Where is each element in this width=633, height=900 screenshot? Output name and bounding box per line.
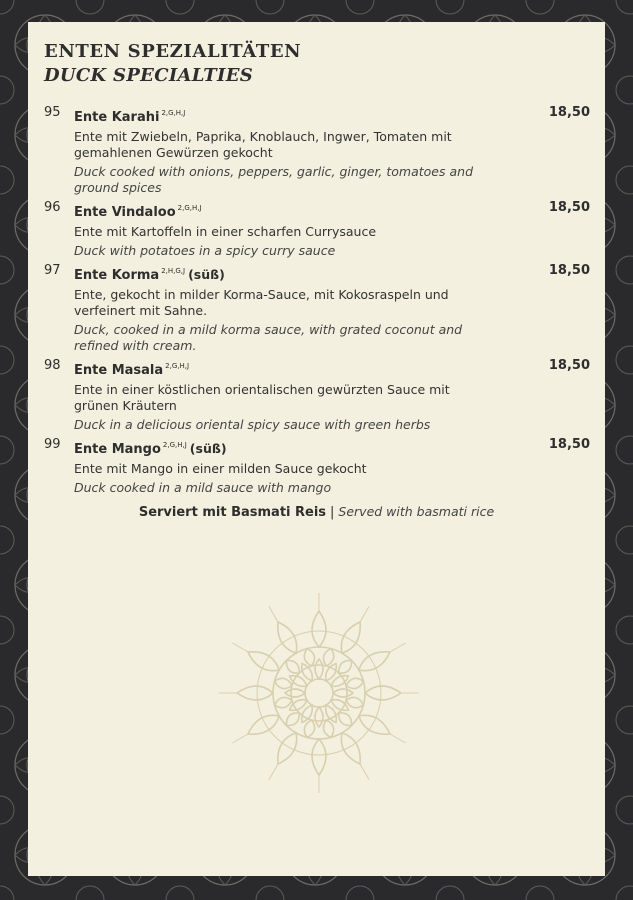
item-number: 95 (44, 105, 61, 120)
menu-item (44, 262, 590, 354)
item-allergens: 2,G,H,J (165, 362, 190, 370)
item-allergens: 2,G,H,J (162, 441, 187, 449)
item-allergens: 2,G,H,J (177, 204, 202, 212)
item-number: 98 (44, 358, 61, 373)
item-description-de: Ente mit Zwiebeln, Paprika, Knoblauch, Ingwer, Tomaten mit gemahlenen Gewürzen gekocht (74, 129, 452, 160)
item-allergens: 2,G,H,J (161, 109, 186, 117)
item-name: Ente Korma (74, 268, 160, 283)
menu-item (44, 357, 590, 433)
item-price: 18,50 (548, 105, 590, 120)
served-with-de: Serviert mit Basmati Reis (138, 505, 327, 520)
item-number: 97 (44, 263, 61, 278)
item-number: 99 (44, 437, 61, 452)
section-title-en: DUCK SPECIALTIES (44, 65, 254, 86)
menu-item (44, 104, 590, 196)
item-description-de: Ente mit Mango in einer milden Sauce gekocht (74, 461, 367, 476)
item-name: Ente Masala (74, 363, 164, 378)
item-number: 96 (44, 200, 61, 215)
item-price: 18,50 (548, 200, 590, 215)
mandala-icon (214, 588, 424, 798)
section-title-de: ENTEN SPEZIALITÄTEN (44, 41, 302, 62)
item-name: Ente Mango (74, 442, 161, 457)
item-note: (süß) (189, 441, 227, 456)
footer-separator: | (330, 505, 335, 520)
item-description-en: Duck cooked with onions, peppers, garlic, ginger, tomatoes and ground spices (74, 164, 474, 195)
item-description-en: Duck cooked in a mild sauce with mango (74, 480, 332, 495)
item-description-de: Ente in einer köstlichen orientalischen gewürzten Sauce mit grünen Kräutern (74, 382, 450, 413)
item-name: Ente Vindaloo (74, 205, 176, 220)
menu-item (44, 436, 590, 496)
item-description-en: Duck with potatoes in a spicy curry sauce (74, 243, 336, 258)
menu-items (44, 104, 590, 499)
served-with-note (28, 504, 605, 520)
item-price: 18,50 (548, 263, 590, 278)
section-heading (44, 40, 301, 88)
item-description-en: Duck, cooked in a mild korma sauce, with grated coconut and refined with cream. (74, 322, 463, 353)
item-name: Ente Karahi (74, 110, 160, 125)
menu-page (28, 22, 605, 876)
item-price: 18,50 (548, 358, 590, 373)
item-allergens: 2,H,G,J (161, 267, 186, 275)
item-description-de: Ente mit Kartoffeln in einer scharfen Currysauce (74, 224, 377, 239)
item-description-de: Ente, gekocht in milder Korma-Sauce, mit Kokosraspeln und verfeinert mit Sahne. (74, 287, 449, 318)
item-price: 18,50 (548, 437, 590, 452)
item-note: (süß) (188, 267, 225, 282)
menu-item (44, 199, 590, 259)
served-with-en: Served with basmati rice (338, 504, 495, 519)
item-description-en: Duck in a delicious oriental spicy sauce with green herbs (74, 417, 431, 432)
